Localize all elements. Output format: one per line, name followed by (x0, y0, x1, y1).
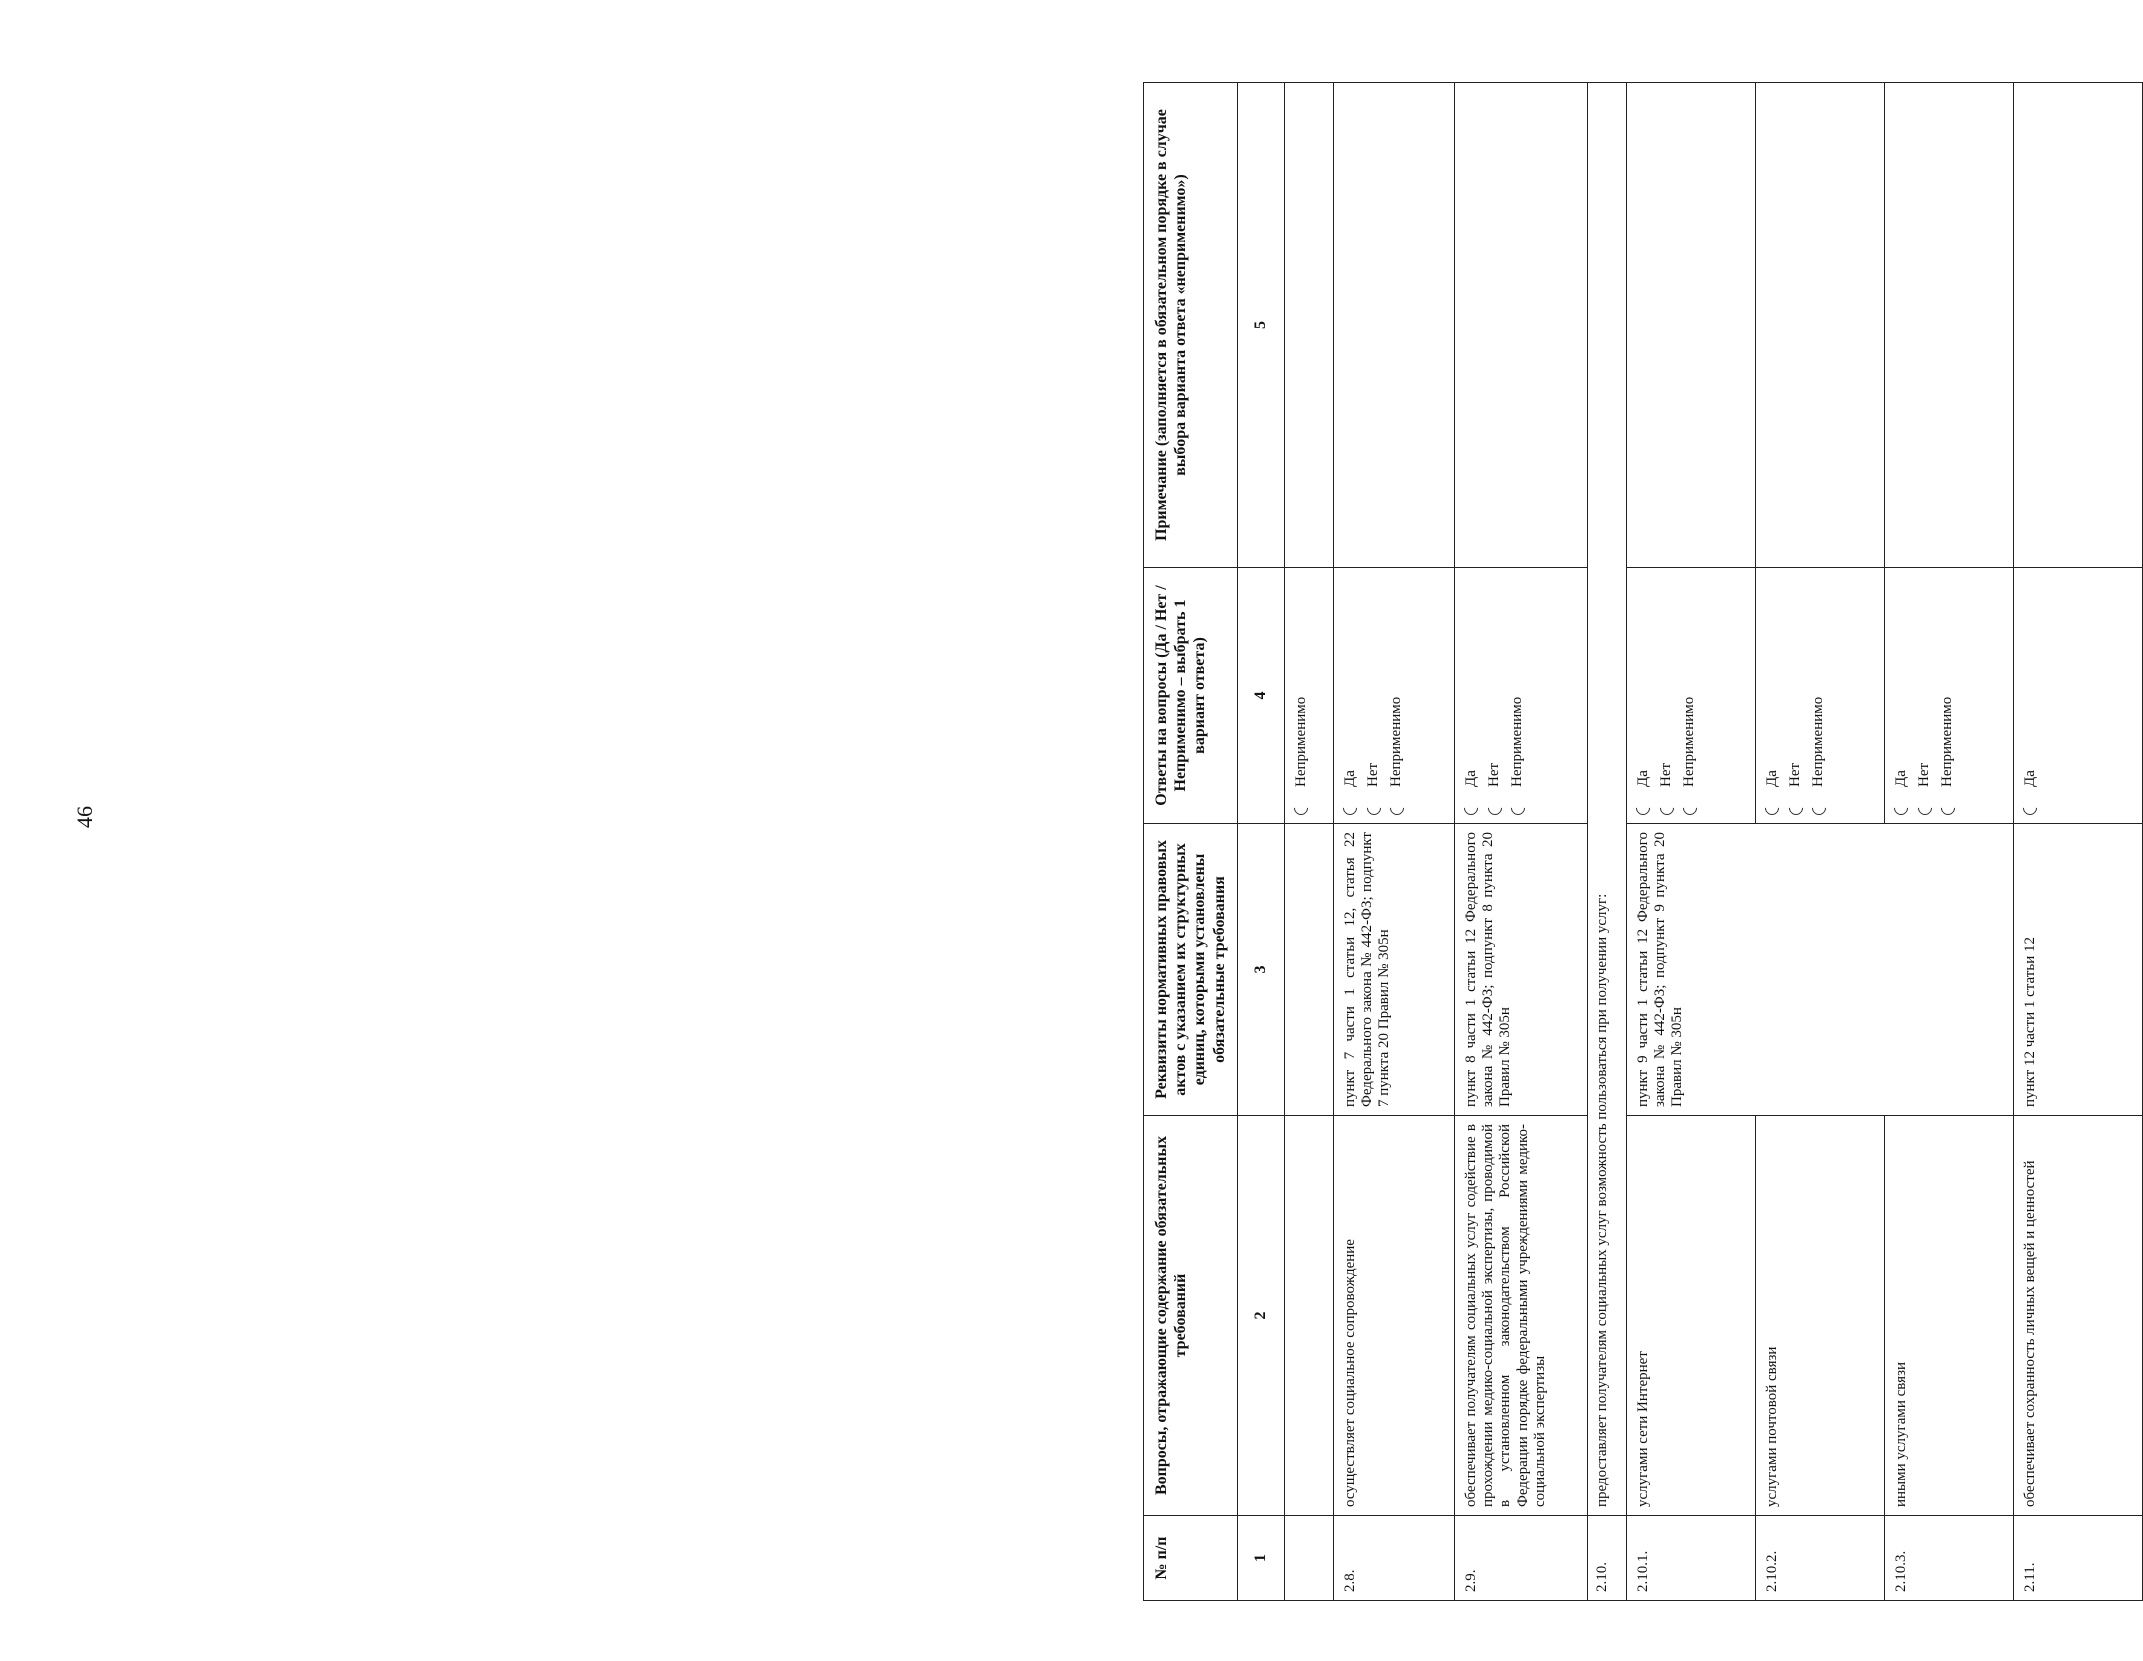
column-numbers-row (1237, 83, 1284, 1601)
note-cell[interactable] (1454, 83, 1587, 568)
option-label: Да (1341, 770, 1358, 787)
option-label: Да (1634, 770, 1651, 787)
row-reference (1284, 824, 1333, 1116)
row-question (1284, 1116, 1333, 1516)
radio-button-icon[interactable] (1387, 798, 1407, 818)
header-col-note: Примечание (заполняется в обязательном порядке в случае выбора варианта ответа «неприменимо») (1144, 83, 1238, 568)
option-label: Нет (1658, 762, 1674, 787)
answer-cell (1626, 568, 1755, 824)
rotated-page-content (1143, 83, 2143, 1601)
option-label: Да (1892, 770, 1909, 787)
row-question: предоставляет получателям социальных услуг возможность пользоваться при получении услуг: (1587, 83, 1626, 1516)
option-label: Да (1763, 770, 1780, 787)
row-reference: пункт 12 части 1 статьи 12 (2013, 824, 2142, 1116)
row-number: 2.10. (1587, 1516, 1626, 1601)
answer-option-yes[interactable] (1893, 576, 1910, 815)
option-label: Неприменимо (1681, 696, 1698, 787)
answer-option-no[interactable] (1658, 576, 1675, 815)
answer-option-na[interactable] (1681, 576, 1698, 815)
answer-option-yes[interactable] (1764, 576, 1781, 815)
note-cell[interactable] (1884, 83, 2013, 568)
row-reference: пункт 8 части 1 статьи 12 Федерального закона № 442-ФЗ; подпункт 8 пункта 20 Правил № 305н (1454, 824, 1587, 1116)
radio-button-icon[interactable] (1364, 798, 1384, 818)
option-label: Неприменимо (1810, 696, 1827, 787)
answer-cell (1333, 568, 1454, 824)
table-row (1333, 83, 1454, 1601)
row-question: обеспечивает получателям социальных услуг содействие в прохождении медико-социальной экспертизы, проводимой в установленном законодательством Российской Федерации порядке федеральными учреждениями медико-социальной экспертизы (1454, 1116, 1587, 1516)
option-label: Да (1462, 770, 1479, 787)
row-question: обеспечивает сохранность личных вещей и ценностей (2013, 1116, 2142, 1516)
row-question: осуществляет социальное сопровождение (1333, 1116, 1454, 1516)
header-col-reference: Реквизиты нормативных правовых актов с указанием их структурных единиц, которыми установлены обязательные требования (1144, 824, 1238, 1116)
option-label: Неприменимо (1292, 696, 1309, 787)
radio-button-icon[interactable] (1657, 798, 1677, 818)
answer-option-yes[interactable] (1342, 576, 1359, 815)
option-label: Нет (1365, 762, 1381, 787)
column-number-2: 2 (1237, 1116, 1284, 1516)
table-row (2013, 83, 2142, 1601)
note-cell[interactable] (1284, 83, 1333, 568)
header-col-answer: Ответы на вопросы (Да / Нет / Неприменимо – выбрать 1 вариант ответа) (1144, 568, 1238, 824)
answer-cell (1755, 568, 1884, 824)
answer-option-no[interactable] (1365, 576, 1382, 815)
radio-button-icon[interactable] (1485, 798, 1505, 818)
answer-option-na[interactable] (1810, 576, 1827, 815)
radio-button-icon[interactable] (1809, 798, 1829, 818)
column-number-5: 5 (1237, 83, 1284, 568)
row-number: 2.8. (1333, 1516, 1454, 1601)
row-reference: пункт 9 части 1 статьи 12 Федерального закона № 442-ФЗ; подпункт 9 пункта 20 Правил № 305н (1626, 824, 2013, 1116)
row-question: услугами сети Интернет (1626, 1116, 1755, 1516)
radio-button-icon[interactable] (1680, 798, 1700, 818)
row-number (1284, 1516, 1333, 1601)
answer-cell (2013, 568, 2142, 824)
answer-option-no[interactable] (1486, 576, 1503, 815)
column-number-4: 4 (1237, 568, 1284, 824)
answer-option-na[interactable] (1293, 576, 1310, 815)
note-cell[interactable] (1626, 83, 1755, 568)
option-label: Неприменимо (1388, 696, 1405, 787)
option-label: Нет (1787, 762, 1803, 787)
row-number: 2.10.2. (1755, 1516, 1884, 1601)
option-label: Нет (1486, 762, 1502, 787)
radio-button-icon[interactable] (1340, 798, 1360, 818)
header-col-number: № п/п (1144, 1516, 1238, 1601)
radio-button-icon[interactable] (2020, 798, 2040, 818)
option-label: Нет (1916, 762, 1932, 787)
option-label: Да (2021, 770, 2038, 787)
row-number: 2.11. (2013, 1516, 2142, 1601)
radio-button-icon[interactable] (1291, 798, 1311, 818)
requirements-table (1143, 82, 2143, 1601)
radio-button-icon[interactable] (1762, 798, 1782, 818)
table-row (1284, 83, 1333, 1601)
radio-button-icon[interactable] (1891, 798, 1911, 818)
page-number: 46 (72, 806, 97, 828)
answer-option-yes[interactable] (1635, 576, 1652, 815)
radio-button-icon[interactable] (1633, 798, 1653, 818)
row-reference: пункт 7 части 1 статьи 12, статья 22 Федерального закона № 442-ФЗ; подпункт 7 пункта 20 Правил № 305н (1333, 824, 1454, 1116)
answer-option-no[interactable] (1787, 576, 1804, 815)
note-cell[interactable] (2013, 83, 2142, 568)
row-question: услугами почтовой связи (1755, 1116, 1884, 1516)
note-cell[interactable] (1333, 83, 1454, 568)
table-row (1626, 83, 1755, 1601)
answer-option-na[interactable] (1939, 576, 1956, 815)
answer-option-no[interactable] (1916, 576, 1933, 815)
radio-button-icon[interactable] (1508, 798, 1528, 818)
radio-button-icon[interactable] (1938, 798, 1958, 818)
column-number-3: 3 (1237, 824, 1284, 1116)
option-label: Неприменимо (1939, 696, 1956, 787)
table-row (1454, 83, 1587, 1601)
table-row (1587, 83, 1626, 1601)
option-label: Неприменимо (1509, 696, 1526, 787)
header-col-question: Вопросы, отражающие содержание обязательных требований (1144, 1116, 1238, 1516)
row-number: 2.10.1. (1626, 1516, 1755, 1601)
answer-cell (1284, 568, 1333, 824)
row-number: 2.10.3. (1884, 1516, 2013, 1601)
note-cell[interactable] (1755, 83, 1884, 568)
answer-option-na[interactable] (1509, 576, 1526, 815)
header-row (1144, 83, 1238, 1601)
radio-button-icon[interactable] (1461, 798, 1481, 818)
row-question: иными услугами связи (1884, 1116, 2013, 1516)
answer-option-yes[interactable] (2022, 576, 2039, 815)
answer-cell (1454, 568, 1587, 824)
radio-button-icon[interactable] (1915, 798, 1935, 818)
row-number: 2.9. (1454, 1516, 1587, 1601)
answer-option-na[interactable] (1388, 576, 1405, 815)
column-number-1: 1 (1237, 1516, 1284, 1601)
answer-cell (1884, 568, 2013, 824)
radio-button-icon[interactable] (1786, 798, 1806, 818)
answer-option-yes[interactable] (1463, 576, 1480, 815)
